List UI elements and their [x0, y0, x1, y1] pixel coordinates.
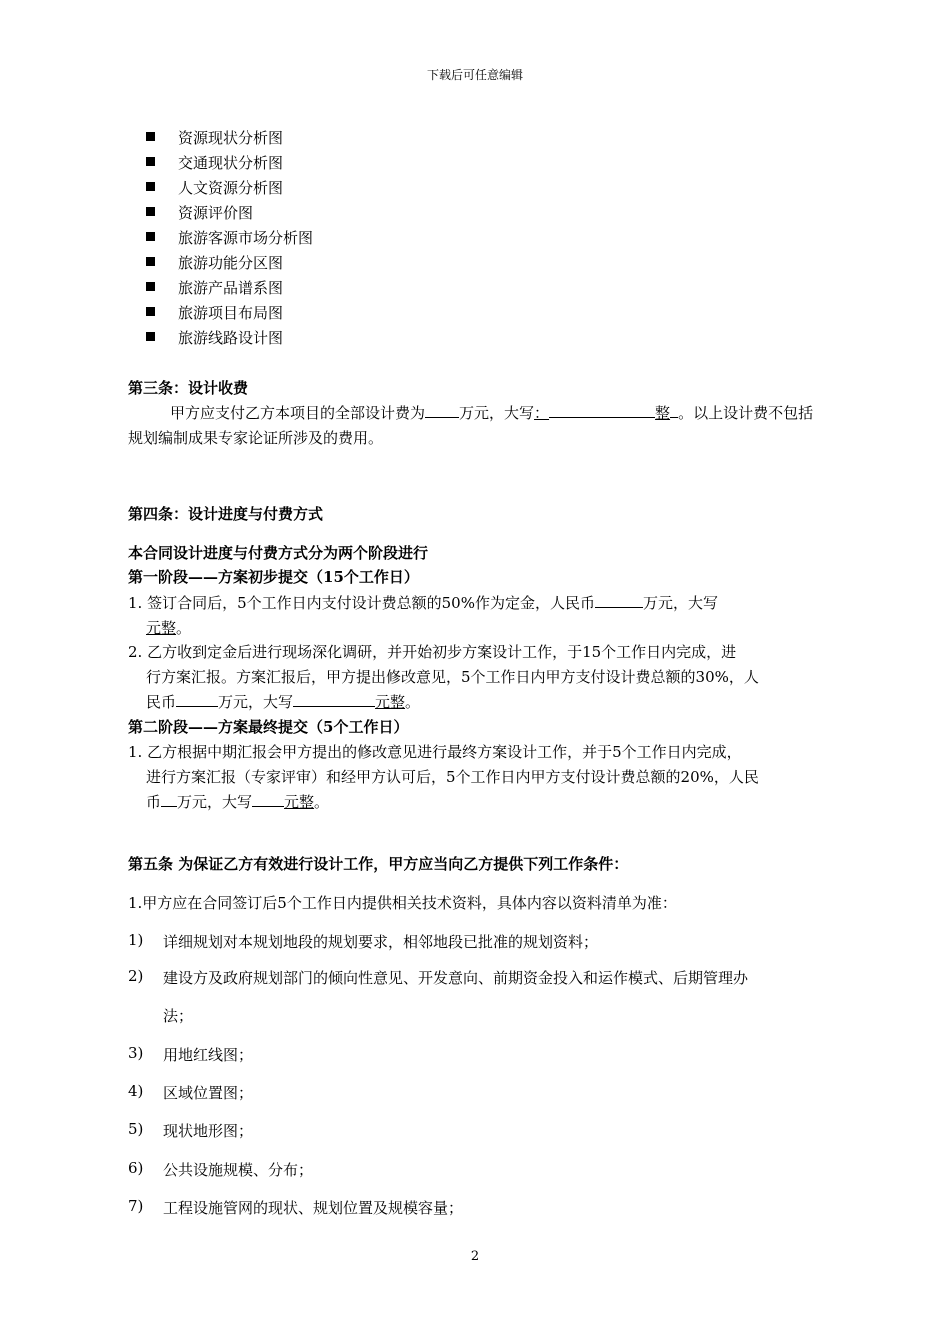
amount-in-words-blank	[293, 691, 375, 707]
text-span: 元整	[375, 693, 406, 711]
amount-in-words-blank	[252, 791, 284, 807]
phase-1-item-2-line-1: 2. 乙方收到定金后进行现场深化调研，并开始初步方案设计工作，于15个工作日内完成，进	[128, 643, 737, 661]
list-item-number: 5)	[128, 1120, 144, 1138]
text-span: 万元，大写	[459, 404, 535, 422]
list-item-text: 详细规划对本规划地段的规划要求，相邻地段已批准的规划资料；	[163, 933, 599, 951]
text-span: 。	[405, 693, 421, 711]
list-item-text: 建设方及政府规划部门的倾向性意见、开发意向、前期资金投入和运作模式、后期管理办	[163, 969, 749, 987]
list-item-text: 用地红线图；	[163, 1046, 254, 1064]
square-bullet-icon	[146, 232, 155, 241]
text-span: 元整	[284, 793, 315, 811]
phase-2-item-1-line-3	[146, 791, 329, 812]
list-item-text: 旅游功能分区图	[178, 254, 284, 272]
list-item-text: 资源现状分析图	[178, 129, 284, 147]
list-item-text: 区域位置图；	[163, 1084, 254, 1102]
square-bullet-icon	[146, 207, 155, 216]
text-span: 甲方应支付乙方本项目的全部设计费为	[170, 404, 426, 422]
page-number: 2	[470, 1249, 480, 1264]
text-span: 元整	[146, 619, 177, 637]
phase-1-item-2-line-2: 行方案汇报。方案汇报后，甲方提出修改意见，5个工作日内甲方支付设计费总额的30%，人	[146, 668, 759, 686]
article-4-title: 第四条：设计进度与付费方式	[128, 505, 324, 523]
list-item-number: 4)	[128, 1082, 144, 1100]
text-span: 1. 签订合同后，5个工作日内支付设计费总额的50%作为定金，人民币	[128, 594, 595, 612]
phase-1-item-1-line-2	[146, 617, 191, 638]
list-item-text: 现状地形图；	[163, 1122, 254, 1140]
amount-blank	[595, 592, 643, 608]
text-span: 币	[146, 793, 162, 811]
amount-blank	[176, 691, 218, 707]
square-bullet-icon	[146, 157, 155, 166]
square-bullet-icon	[146, 282, 155, 291]
square-bullet-icon	[146, 257, 155, 266]
list-item-number: 1)	[128, 931, 144, 949]
text-span: ：	[534, 404, 550, 422]
list-item-text: 旅游项目布局图	[178, 304, 284, 322]
article-3-title: 第三条：设计收费	[128, 379, 249, 397]
phase-2-item-1-line-2: 进行方案汇报（专家评审）和经甲方认可后，5个工作日内甲方支付设计费总额的20%，人民	[146, 768, 759, 786]
phase-1-item-2-line-3	[146, 691, 420, 712]
list-item-text: 旅游线路设计图	[178, 329, 284, 347]
phase-2-heading: 第二阶段——方案最终提交（5个工作日）	[128, 718, 409, 736]
list-item-text: 旅游产品谱系图	[178, 279, 284, 297]
text-span: 整	[655, 404, 671, 422]
list-item-text: 交通现状分析图	[178, 154, 284, 172]
square-bullet-icon	[146, 307, 155, 316]
text-span: 。	[176, 619, 192, 637]
text-span: 万元，大写	[642, 594, 718, 612]
phase-2-item-1-line-1: 1. 乙方根据中期汇报会甲方提出的修改意见进行最终方案设计工作，并于5个工作日内完成，	[128, 743, 742, 761]
text-span: 。	[314, 793, 330, 811]
square-bullet-icon	[146, 182, 155, 191]
text-span: 。以上设计费不包括	[678, 404, 814, 422]
article-5-item-1: 1.甲方应在合同签订后5个工作日内提供相关技术资料，具体内容以资料清单为准：	[128, 894, 677, 912]
article-4-intro: 本合同设计进度与付费方式分为两个阶段进行	[128, 544, 429, 562]
text-span: 民币	[146, 693, 177, 711]
amount-in-words-blank	[549, 402, 655, 418]
text-span: 万元，大写	[177, 793, 253, 811]
list-item-number: 6)	[128, 1159, 144, 1177]
text-span: 万元，大写	[218, 693, 294, 711]
phase-1-heading: 第一阶段——方案初步提交（15个工作日）	[128, 568, 419, 586]
list-item-text: 人文资源分析图	[178, 179, 284, 197]
square-bullet-icon	[146, 332, 155, 341]
phase-1-item-1-line-1	[128, 592, 718, 613]
list-item-number: 7)	[128, 1197, 144, 1215]
amount-blank	[161, 791, 177, 807]
list-item-text: 法；	[163, 1007, 194, 1025]
article-3-paragraph-line-2: 规划编制成果专家论证所涉及的费用。	[128, 429, 384, 447]
list-item-number: 3)	[128, 1044, 144, 1062]
article-3-paragraph-line-1	[170, 402, 813, 423]
article-5-title: 第五条 为保证乙方有效进行设计工作，甲方应当向乙方提供下列工作条件：	[128, 855, 629, 873]
page-header: 下载后可任意编辑	[426, 68, 523, 82]
amount-blank-tail	[670, 402, 678, 418]
square-bullet-icon	[146, 132, 155, 141]
list-item-text: 公共设施规模、分布；	[163, 1161, 314, 1179]
list-item-number: 2)	[128, 967, 144, 985]
list-item-text: 旅游客源市场分析图	[178, 229, 314, 247]
list-item-text: 资源评价图	[178, 204, 254, 222]
amount-blank	[425, 402, 459, 418]
list-item-text: 工程设施管网的现状、规划位置及规模容量；	[163, 1199, 464, 1217]
